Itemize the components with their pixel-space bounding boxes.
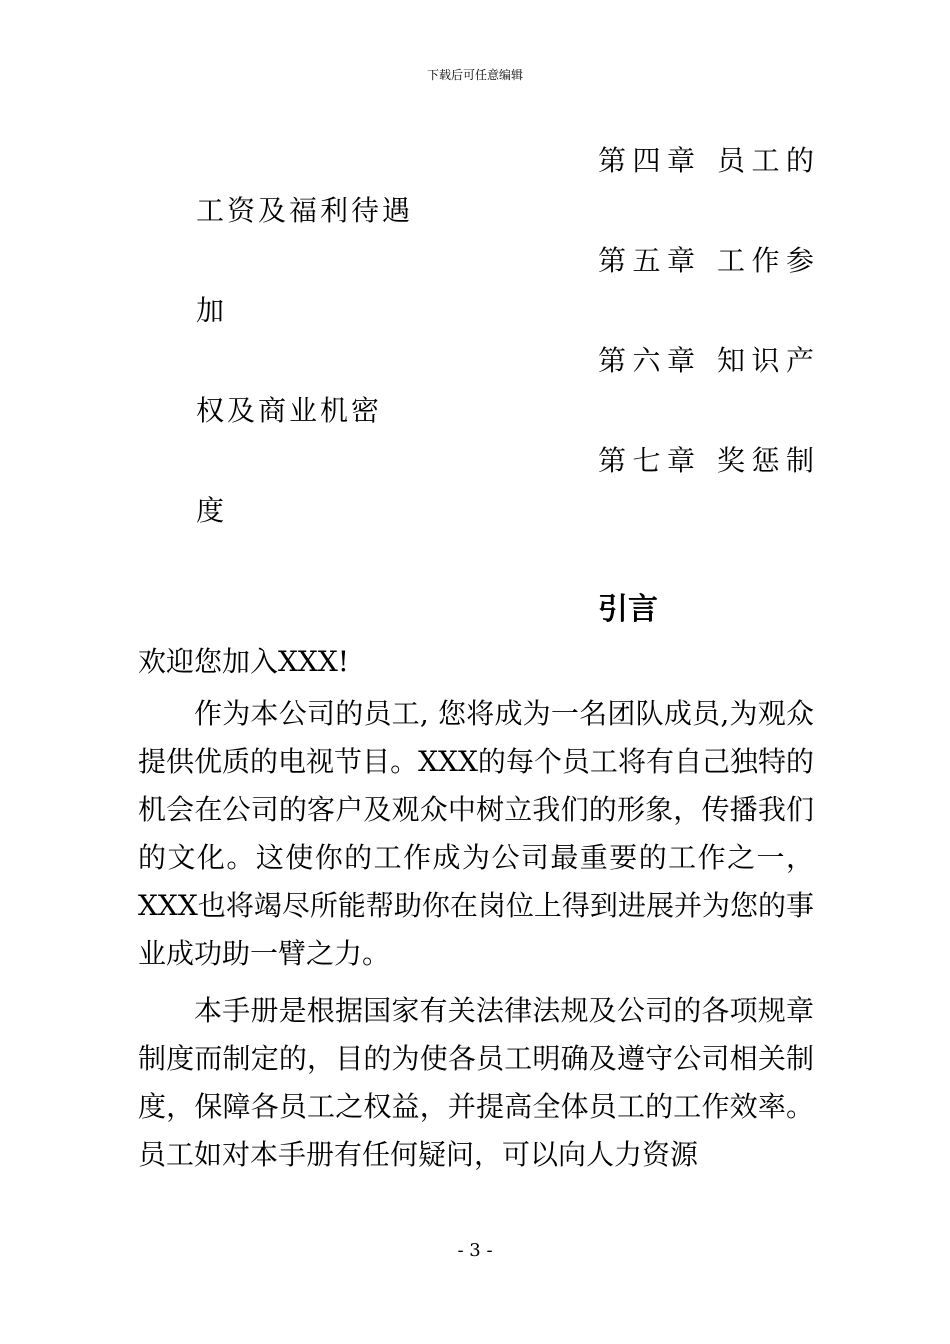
toc-title-continuation: 度 <box>196 494 228 527</box>
toc-chapter-label: 第六章 <box>598 344 702 377</box>
toc-title-continuation: 加 <box>196 294 228 327</box>
toc-chapter-label: 第五章 <box>598 244 702 277</box>
toc-entry-chapter-5 <box>598 243 814 279</box>
header-note: 下载后可任意编辑 <box>426 68 523 82</box>
intro-paragraph-1 <box>138 690 814 978</box>
paragraph-text: 作为本公司的员工, 您将成为一名团队成员,为观众提供优质的电视节目。XXX的每个员工将有自己独特的机会在公司的客户及观众中树立我们的形象，传播我们的文化。这使你的工作成为公司最重要的工作之一， XXX也将竭尽所能帮助你在岗位上得到进展并为您的事业成功助一臂之力。 <box>138 697 814 970</box>
section-title: 引言 <box>598 592 658 627</box>
toc-entry-chapter-4 <box>598 143 814 179</box>
toc-title-start: 工作参 <box>716 244 814 277</box>
toc-chapter-label: 第七章 <box>598 444 702 477</box>
toc-entry-chapter-6 <box>598 343 814 379</box>
toc-chapter-label: 第四章 <box>598 144 702 177</box>
paragraph-text: 本手册是根据国家有关法律法规及公司的各项规章制度而制定的，目的为使各员工明确及遵守公司相关制度，保障各员工之权益，并提高全体员工的工作效率。员工如对本手册有任何疑问，可以向人力资源 <box>138 994 814 1171</box>
page-number: - 3 - <box>457 1240 493 1261</box>
toc-title-start: 员工的 <box>716 144 814 177</box>
toc-title-start: 奖惩制 <box>716 444 814 477</box>
intro-paragraph-2 <box>138 987 814 1179</box>
toc-entry-chapter-7 <box>598 443 814 479</box>
greeting-text <box>138 638 814 686</box>
toc-title-continuation: 权及商业机密 <box>196 394 383 427</box>
toc-title-start: 知识产 <box>716 344 814 377</box>
greeting-line: 欢迎您加入XXX! <box>138 645 350 678</box>
toc-title-continuation: 工资及福利待遇 <box>196 194 414 227</box>
